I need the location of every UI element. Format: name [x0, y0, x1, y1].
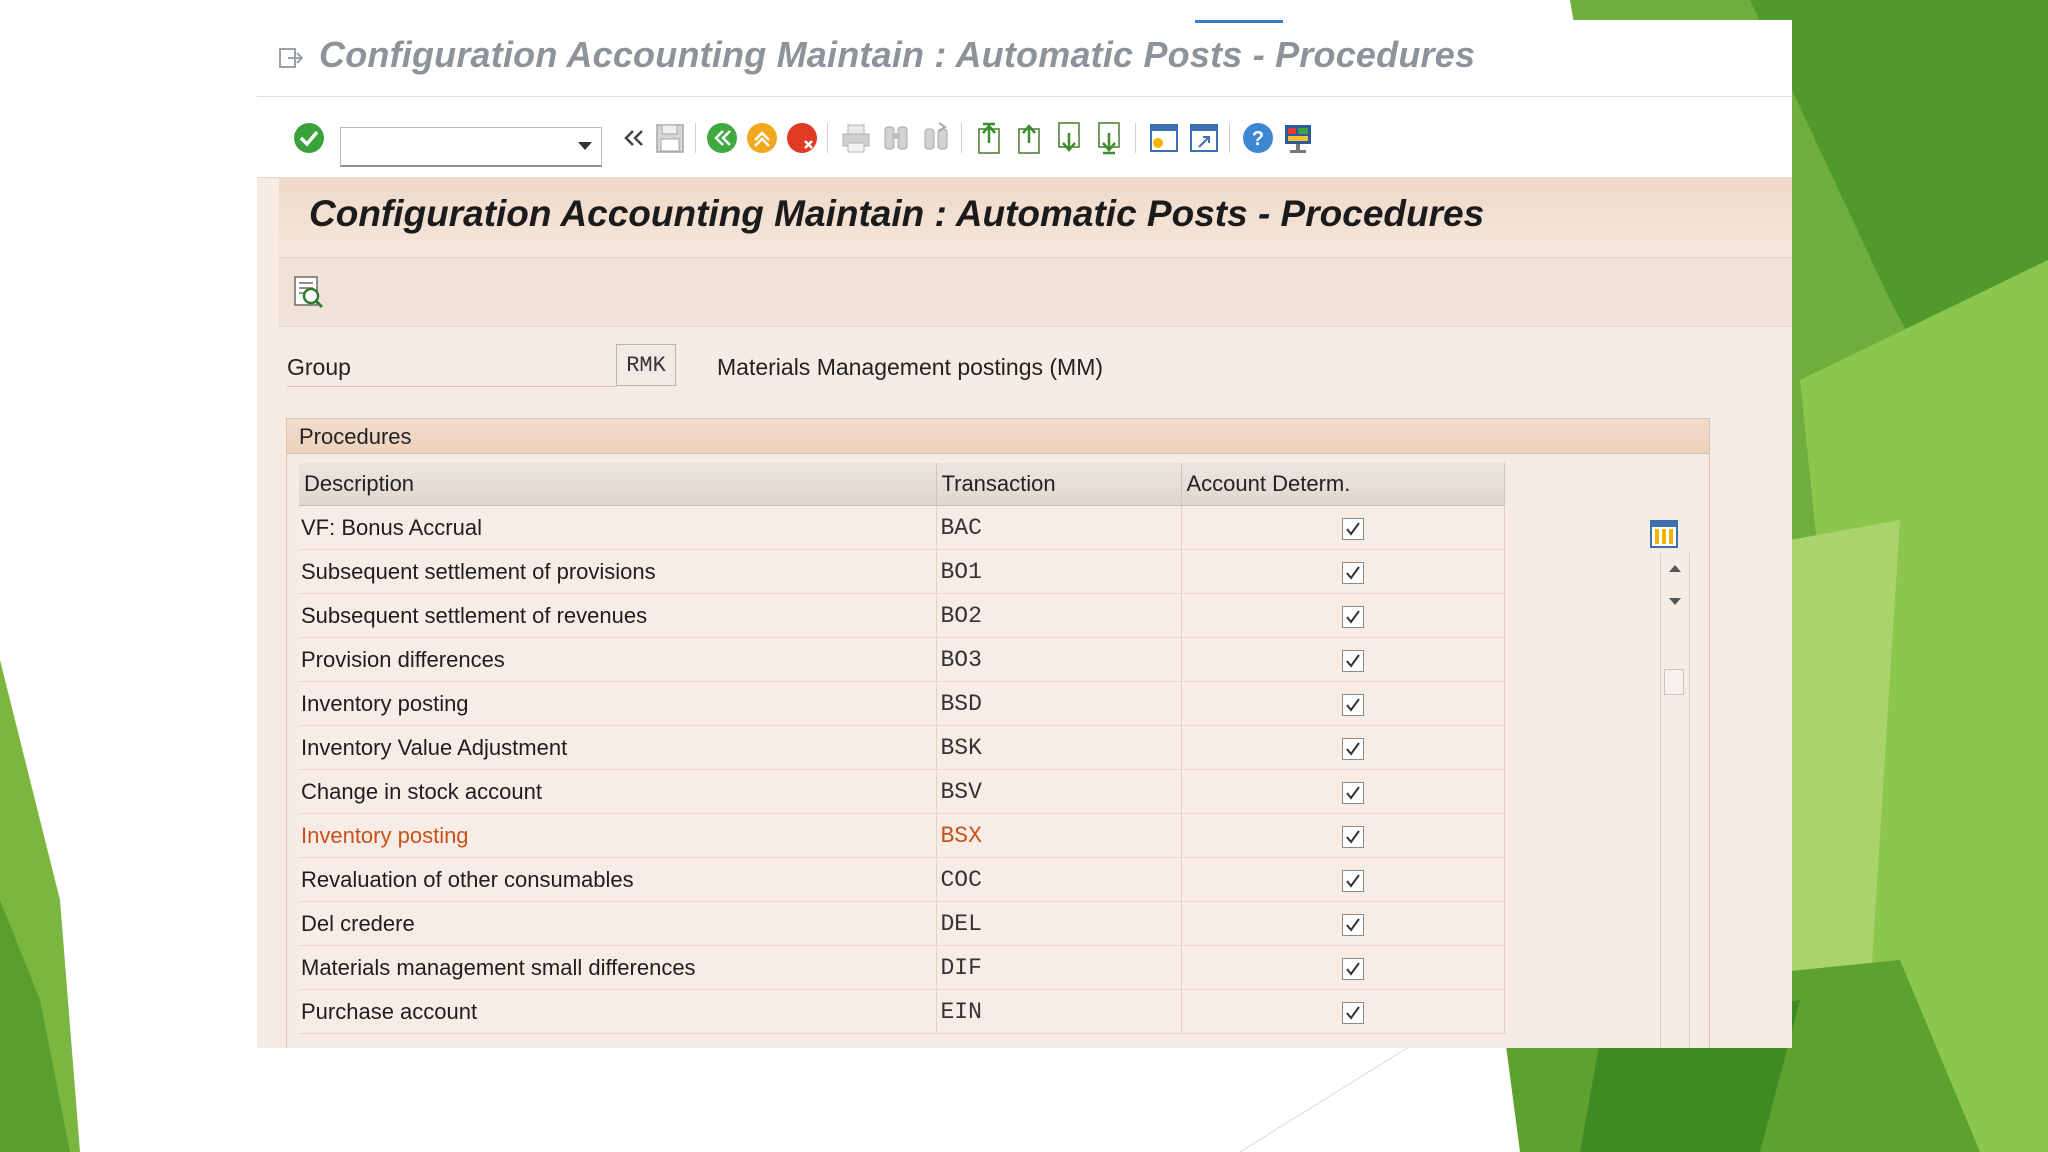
cell-account-determ: [1181, 990, 1504, 1034]
table-row[interactable]: [299, 946, 1504, 990]
procedures-table-body: [299, 506, 1504, 1034]
chevron-down-icon[interactable]: [577, 141, 593, 151]
print-icon[interactable]: [839, 121, 873, 155]
save-icon[interactable]: [653, 121, 687, 155]
vertical-scrollbar[interactable]: [1660, 553, 1690, 1048]
cell-transaction: BSV: [936, 770, 1181, 814]
previous-page-icon[interactable]: [1013, 121, 1047, 155]
sap-window: [257, 20, 1792, 1048]
cell-account-determ: [1181, 770, 1504, 814]
account-determ-checkbox[interactable]: [1342, 606, 1364, 628]
cell-account-determ: [1181, 814, 1504, 858]
cell-description: Change in stock account: [299, 770, 936, 814]
procedures-panel-title: Procedures: [299, 424, 412, 449]
group-description: Materials Management postings (MM): [717, 354, 1104, 380]
table-header-row: [299, 463, 1504, 506]
cell-description: Provision differences: [299, 638, 936, 682]
command-field[interactable]: [340, 127, 602, 167]
cancel-icon[interactable]: [785, 121, 819, 155]
cell-transaction: COC: [936, 858, 1181, 902]
cell-account-determ: [1181, 682, 1504, 726]
procedures-panel: [286, 418, 1710, 1048]
exit-icon[interactable]: [745, 121, 779, 155]
cell-transaction: BSD: [936, 682, 1181, 726]
cell-transaction: BO2: [936, 594, 1181, 638]
account-determ-checkbox[interactable]: [1342, 914, 1364, 936]
next-page-icon[interactable]: [1053, 121, 1087, 155]
table-row[interactable]: [299, 682, 1504, 726]
cell-account-determ: [1181, 858, 1504, 902]
cell-transaction: BSK: [936, 726, 1181, 770]
checkmark-icon: [1344, 520, 1362, 538]
cell-transaction: BSX: [936, 814, 1181, 858]
cell-account-determ: [1181, 946, 1504, 990]
cell-account-determ: [1181, 902, 1504, 946]
table-row[interactable]: [299, 814, 1504, 858]
customize-layout-icon[interactable]: [1281, 121, 1315, 155]
checkmark-icon: [1344, 784, 1362, 802]
table-row[interactable]: [299, 902, 1504, 946]
title-accent: [1195, 20, 1283, 23]
double-chevron-left-icon[interactable]: [617, 121, 651, 155]
procedures-panel-header: [287, 419, 1709, 454]
standard-toolbar: [257, 97, 1792, 178]
group-field[interactable]: RMK: [616, 344, 676, 386]
cell-transaction: DEL: [936, 902, 1181, 946]
cell-description: Materials management small differences: [299, 946, 936, 990]
cell-transaction: DIF: [936, 946, 1181, 990]
cell-transaction: BO1: [936, 550, 1181, 594]
cell-description: Subsequent settlement of revenues: [299, 594, 936, 638]
cell-description: Inventory Value Adjustment: [299, 726, 936, 770]
checkmark-icon: [1344, 564, 1362, 582]
cell-account-determ: [1181, 594, 1504, 638]
cell-description: Inventory posting: [299, 682, 936, 726]
cell-account-determ: [1181, 550, 1504, 594]
checkmark-icon: [1344, 652, 1362, 670]
cell-account-determ: [1181, 638, 1504, 682]
create-session-icon[interactable]: [1147, 121, 1181, 155]
shortcut-icon[interactable]: [1187, 121, 1221, 155]
checkmark-icon: [1344, 608, 1362, 626]
cell-description: Revaluation of other consumables: [299, 858, 936, 902]
find-icon[interactable]: [879, 121, 913, 155]
checkmark-icon: [1344, 696, 1362, 714]
table-row[interactable]: [299, 858, 1504, 902]
column-header-account-determ[interactable]: Account Determ.: [1181, 463, 1504, 506]
last-page-icon[interactable]: [1093, 121, 1127, 155]
details-icon[interactable]: [291, 274, 325, 310]
application-toolbar: [279, 258, 1792, 327]
account-determ-checkbox[interactable]: [1342, 958, 1364, 980]
procedures-table: [299, 463, 1505, 1034]
account-determ-checkbox[interactable]: [1342, 870, 1364, 892]
group-row: [287, 342, 1287, 386]
toolbar-separator: [1135, 123, 1136, 153]
find-next-icon[interactable]: [919, 121, 953, 155]
page-title: Configuration Accounting Maintain : Automatic Posts - Procedures: [309, 193, 1485, 234]
back-icon[interactable]: [705, 121, 739, 155]
table-row[interactable]: [299, 594, 1504, 638]
table-row[interactable]: [299, 506, 1504, 550]
checkmark-icon: [1344, 828, 1362, 846]
cell-description: VF: Bonus Accrual: [299, 506, 936, 550]
column-header-description[interactable]: Description: [299, 463, 936, 506]
title-bar: [257, 20, 1792, 97]
cell-transaction: BAC: [936, 506, 1181, 550]
cell-description: Inventory posting: [299, 814, 936, 858]
table-row[interactable]: [299, 770, 1504, 814]
table-row[interactable]: [299, 990, 1504, 1034]
help-icon[interactable]: [1241, 121, 1275, 155]
scroll-up-icon[interactable]: [1668, 563, 1682, 573]
procedures-table-wrapper: [299, 463, 1645, 1048]
enter-icon[interactable]: [292, 121, 326, 155]
account-determ-checkbox[interactable]: [1342, 694, 1364, 716]
cell-transaction: EIN: [936, 990, 1181, 1034]
scroll-down-icon[interactable]: [1668, 597, 1682, 607]
page-header: [279, 177, 1792, 258]
table-row[interactable]: [299, 550, 1504, 594]
column-settings-icon[interactable]: [1649, 519, 1679, 549]
account-determ-checkbox[interactable]: [1342, 518, 1364, 540]
table-row[interactable]: [299, 726, 1504, 770]
toolbar-separator: [961, 123, 962, 153]
checkmark-icon: [1344, 960, 1362, 978]
account-determ-checkbox[interactable]: [1342, 738, 1364, 760]
checkmark-icon: [1344, 1004, 1362, 1022]
cell-description: Del credere: [299, 902, 936, 946]
account-determ-checkbox[interactable]: [1342, 650, 1364, 672]
column-header-transaction[interactable]: Transaction: [936, 463, 1181, 506]
toolbar-separator: [1229, 123, 1230, 153]
svg-text:?: ?: [1251, 128, 1265, 150]
menu-exit-icon[interactable]: [277, 44, 305, 72]
account-determ-checkbox[interactable]: [1342, 826, 1364, 848]
toolbar-separator: [695, 123, 696, 153]
account-determ-checkbox[interactable]: [1342, 562, 1364, 584]
scrollbar-thumb[interactable]: [1664, 669, 1684, 695]
account-determ-checkbox[interactable]: [1342, 1002, 1364, 1024]
cell-account-determ: [1181, 726, 1504, 770]
account-determ-checkbox[interactable]: [1342, 782, 1364, 804]
first-page-icon[interactable]: [973, 121, 1007, 155]
checkmark-icon: [1344, 872, 1362, 890]
checkmark-icon: [1344, 916, 1362, 934]
group-label-underline: [287, 386, 617, 387]
group-label: Group: [287, 354, 351, 380]
checkmark-icon: [1344, 740, 1362, 758]
table-row[interactable]: [299, 638, 1504, 682]
toolbar-separator: [827, 123, 828, 153]
cell-account-determ: [1181, 506, 1504, 550]
cell-description: Purchase account: [299, 990, 936, 1034]
command-input[interactable]: [341, 128, 577, 164]
window-title: Configuration Accounting Maintain : Automatic Posts - Procedures: [319, 34, 1476, 75]
cell-transaction: BO3: [936, 638, 1181, 682]
cell-description: Subsequent settlement of provisions: [299, 550, 936, 594]
